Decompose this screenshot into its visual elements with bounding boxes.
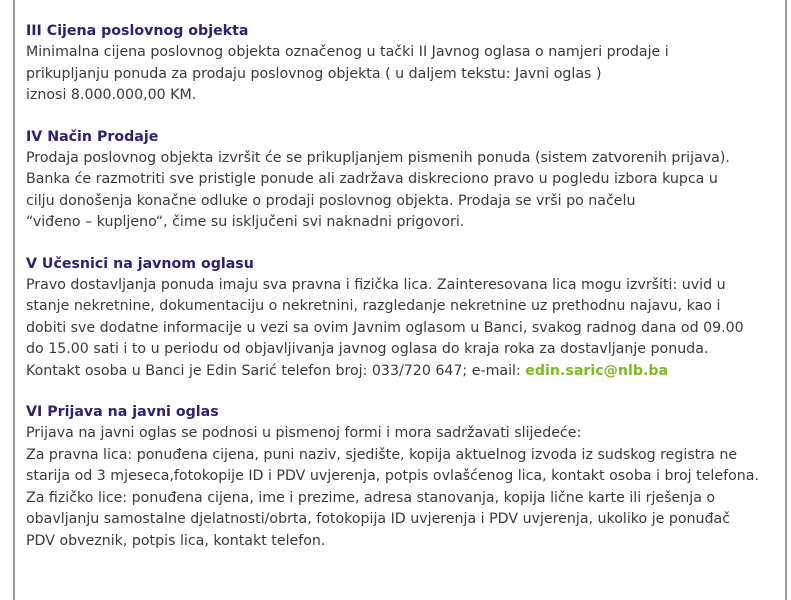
text-line: prikupljanju ponuda za prodaju poslovnog objekta ( u daljem tekstu: Javni oglas ) [26, 65, 602, 82]
text-line: Pravo dostavljanja ponuda imaju sva pravna i fizička lica. Zainteresovana lica mogu izvršiti: uvid u [26, 276, 726, 293]
section-heading: V Učesnici na javnom oglasu [26, 255, 254, 272]
text-line: Prodaja poslovnog objekta izvršit će se prikupljanjem pismenih ponuda (sistem zatvorenih prijava). [26, 149, 730, 166]
text-line: Za fizičko lice: ponuđena cijena, ime i prezime, adresa stanovanja, kopija lične karte ili rješenja o [26, 489, 716, 506]
section-application [26, 401, 771, 552]
section-heading: IV Način Prodaje [26, 128, 159, 145]
section-sale-method [26, 126, 771, 234]
section-text [26, 423, 771, 552]
text-line: starija od 3 mjeseca,fotokopije ID i PDV uvjerenja, potpis ovlašćenog lica, kontakt osoba i broj telefona. [26, 468, 759, 484]
section-price [26, 20, 771, 107]
document-body [26, 20, 771, 552]
email-link[interactable]: edin.saric@nlb.ba [525, 362, 669, 379]
section-text [26, 42, 771, 107]
section-text [26, 148, 771, 234]
text-line: iznosi 8.000.000,00 KM. [26, 87, 197, 103]
contact-text: Kontakt osoba u Banci je Edin Sarić telefon broj: 033/720 647; e-mail: [26, 362, 526, 379]
text-line: cilju donošenja konačne odluke o prodaji poslovnog objekta. Prodaja se vrši po načelu [26, 192, 636, 209]
section-text [26, 275, 771, 383]
text-line: Prijava na javni oglas se podnosi u pismenoj formi i mora sadržavati slijedeće: [26, 425, 582, 441]
text-line: Banka će razmotriti sve pristigle ponude ali zadržava diskreciono pravo u pogledu izbora kupca u [26, 171, 718, 187]
section-heading: III Cijena poslovnog objekta [26, 23, 249, 39]
text-line: PDV obveznik, potpis lica, kontakt telefon. [26, 532, 326, 549]
text-line: dobiti sve dodatne informacije u vezi sa ovim Javnim oglasom u Banci, svakog radnog dana od 09.00 [26, 319, 744, 336]
text-line: do 15.00 sati i to u periodu od objavljivanja javnog oglasa do kraja roka za dostavljanje ponuda. [26, 341, 709, 357]
contact-line [26, 361, 771, 383]
section-heading: VI Prijava na javni oglas [26, 404, 219, 420]
text-line: stanje nekretnine, dokumentaciju o nekretnini, razgledanje nekretnine uz prethodnu najavu, kao i [26, 298, 721, 314]
text-line: Minimalna cijena poslovnog objekta označenog u tački II Javnog oglasa o namjeri prodaje i [26, 44, 669, 60]
text-line: obavljanju samostalne djelatnosti/obrta, fotokopija ID uvjerenja i PDV uvjerenja, ukoliko je ponuđač [26, 511, 731, 527]
text-line: “viđeno – kupljeno“, čime su isključeni svi naknadni prigovori. [26, 214, 465, 230]
section-participants [26, 253, 771, 383]
text-line: Za pravna lica: ponuđena cijena, puni naziv, sjedište, kopija aktuelnog izvoda iz sudskog registra ne [26, 446, 738, 463]
